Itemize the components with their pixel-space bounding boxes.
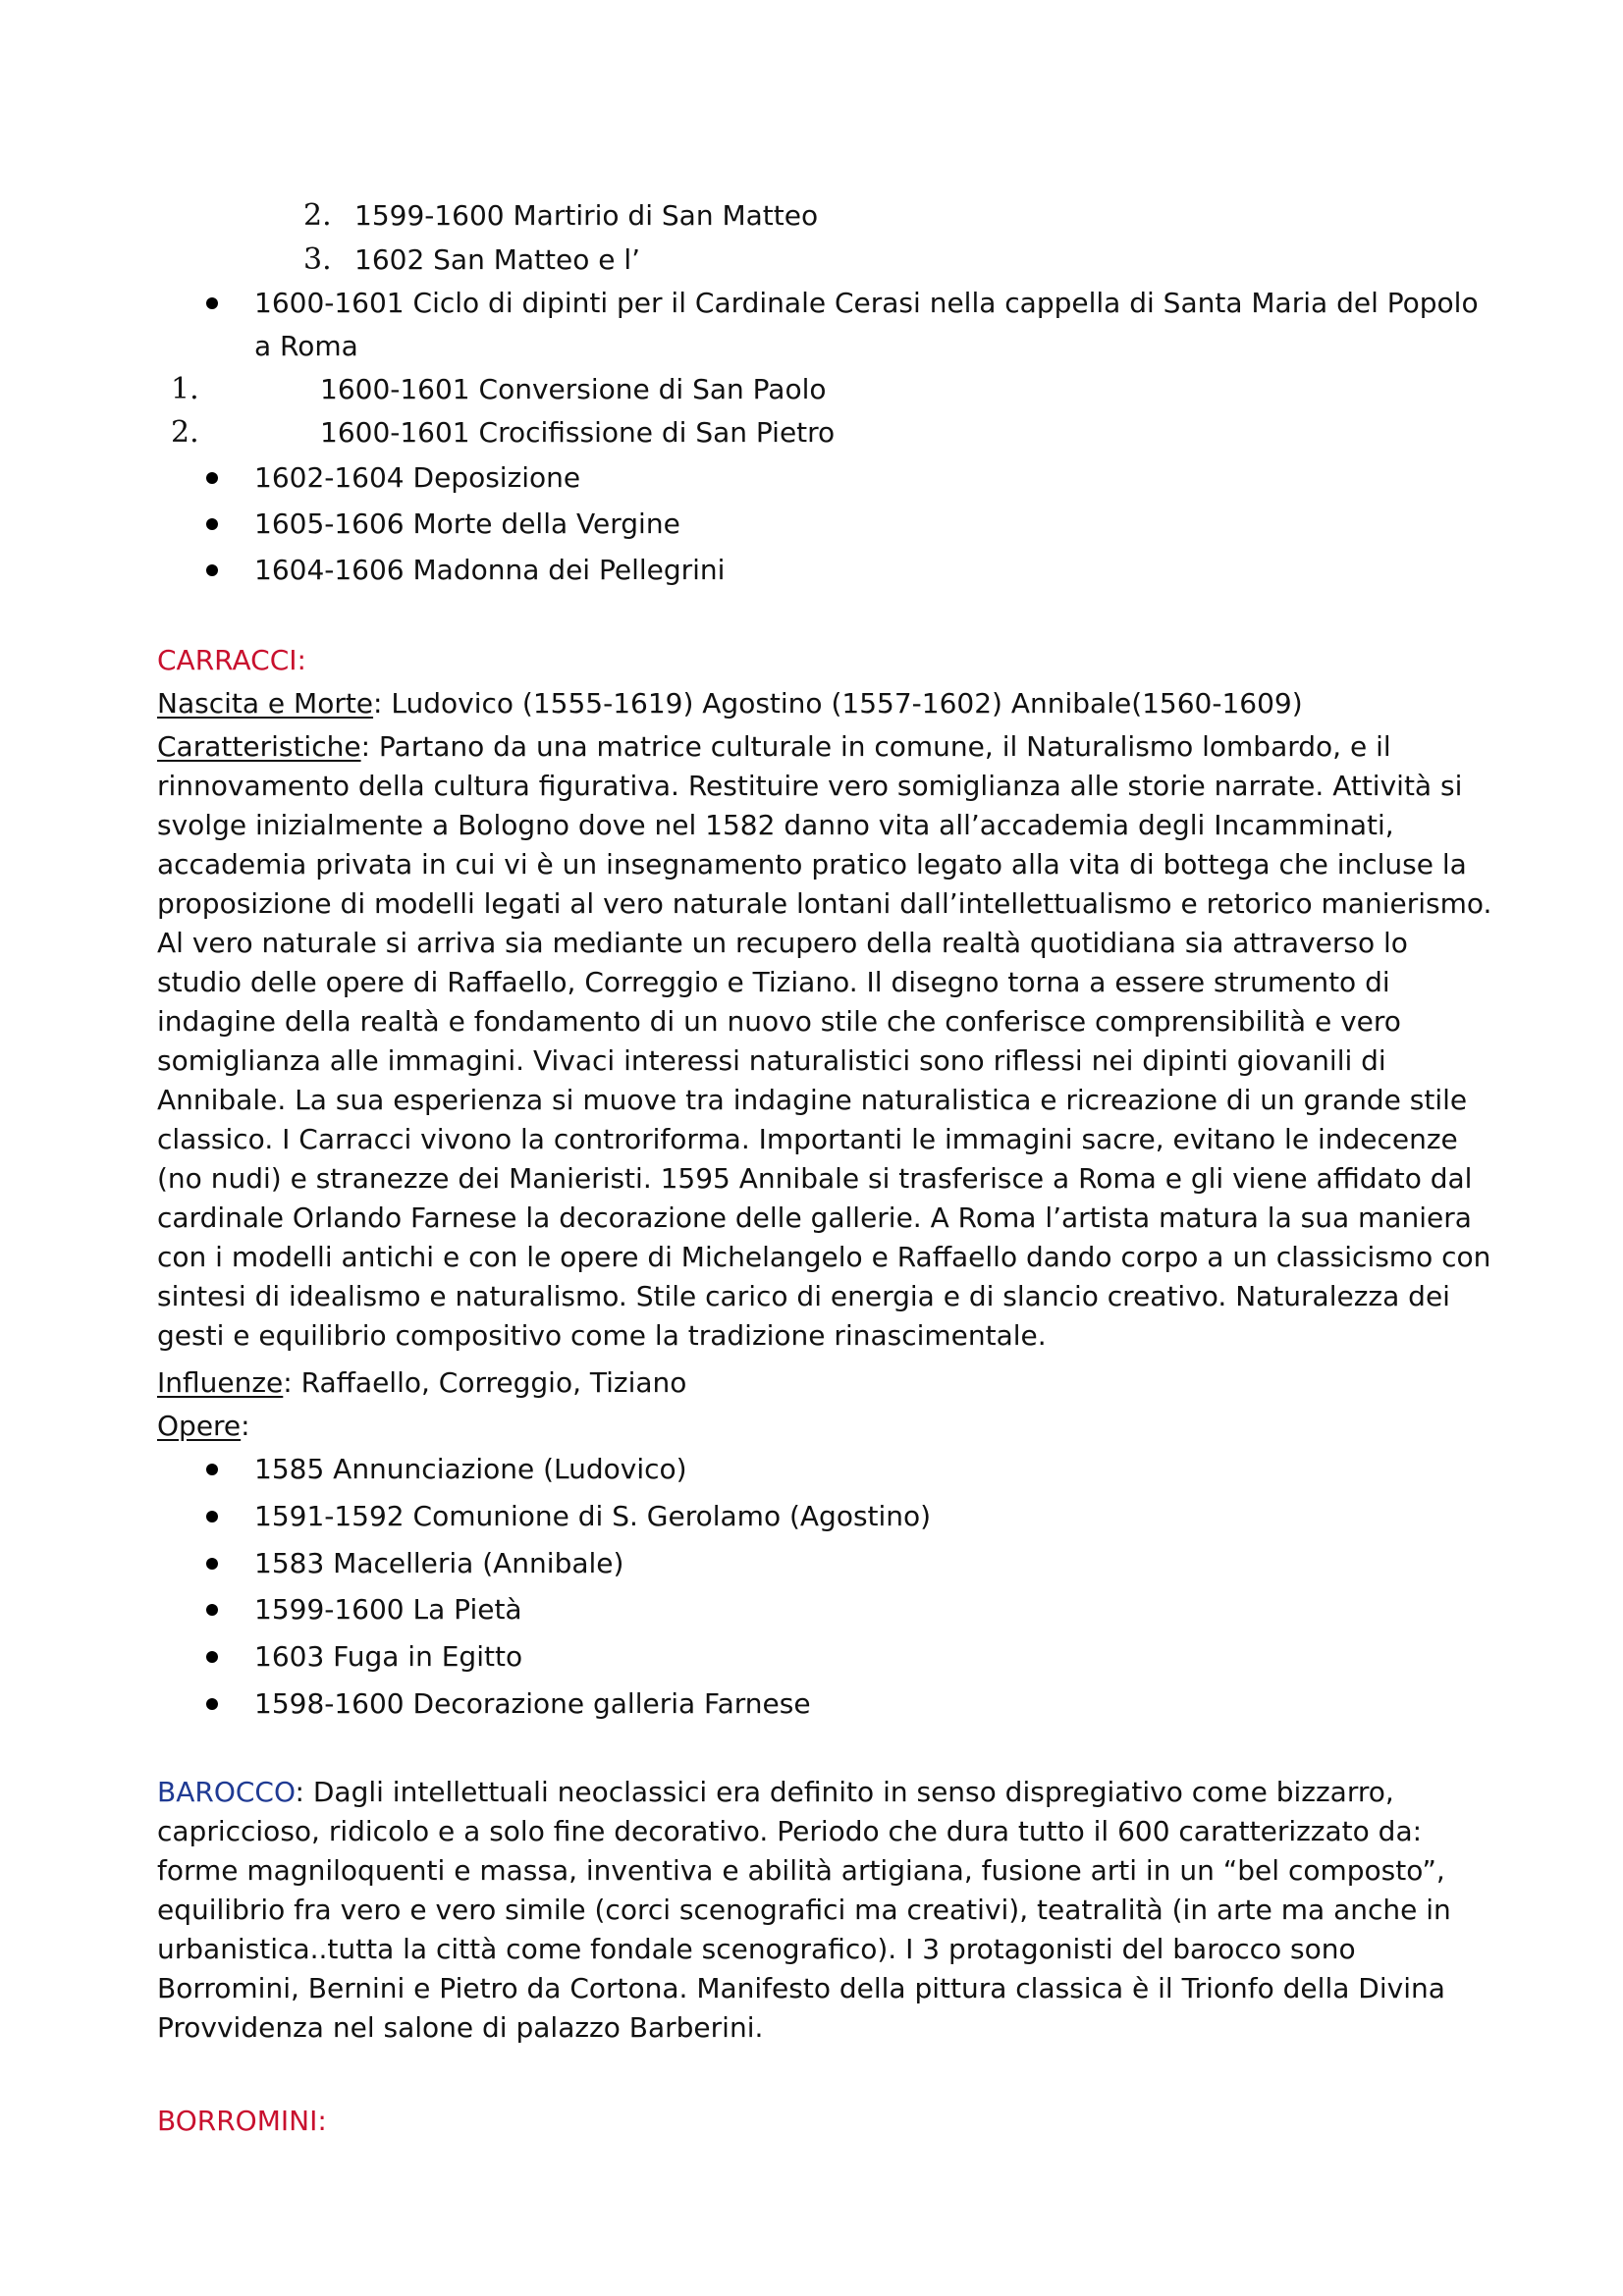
list-item: 1583 Macelleria (Annibale) — [254, 1547, 624, 1579]
bullet-icon — [206, 1464, 218, 1475]
influenze-text: : Raffaello, Correggio, Tiziano — [283, 1366, 687, 1399]
list-number: 1. — [171, 372, 199, 406]
list-number: 3. — [303, 242, 332, 277]
bullet-icon — [206, 1558, 218, 1570]
nascita-line — [157, 684, 1303, 723]
section-heading-borromini: BORROMINI: — [157, 2105, 327, 2137]
list-item: 1602 San Matteo e l’ — [354, 243, 641, 276]
bullet-icon — [206, 1604, 218, 1616]
nascita-label: Nascita e Morte — [157, 687, 374, 720]
list-item: 1604-1606 Madonna dei Pellegrini — [254, 554, 726, 586]
caratteristiche-text: : Partano da una matrice culturale in comune, il Naturalismo lombardo, e il rinnovamento della cultura figurativa. Restituire vero somiglianza alle storie narrate. Attività si svolge inizialmente a Bologno dove nel 1582 danno vita all’accademia degli Incamminati, accademia privata in cui vi è un insegnamento pratico legato alla vita di bottega che incluse la proposizione di modelli legati al vero naturale lontani dall’intellettualismo e retorico manierismo. Al vero naturale si arriva sia mediante un recupero della realtà quotidiana sia attraverso lo studio delle opere di Raffaello, Correggio e Tiziano. Il disegno torna a essere strumento di indagine della realtà e fondamento di un nuovo stile che conferisce comprensibilità e vero somiglianza alle immagini. Vivaci interessi naturalistici sono riflessi nei dipinti giovanili di Annibale. La sua esperienza si muove tra indagine naturalistica e ricreazione di un grande stile classico. I Carracci vivono la controriforma. Importanti le immagini sacre, evitano le indecenze (no nudi) e stranezze dei Manieristi. 1595 Annibale si trasferisce a Roma e gli viene affidato dal cardinale Orlando Farnese la decorazione delle gallerie. A Roma l’artista matura la sua maniera con i modelli antichi e con le opere di Michelangelo e Raffaello dando corpo a un classicismo con sintesi di idealismo e naturalismo. Stile carico di energia e di slancio creativo. Naturalezza dei gesti e equilibrio compositivo come la tradizione rinascimentale. — [157, 730, 1492, 1352]
list-number: 2. — [303, 198, 332, 233]
list-item: 1598-1600 Decorazione galleria Farnese — [254, 1687, 811, 1720]
list-item: 1603 Fuga in Egitto — [254, 1640, 523, 1673]
bullet-icon — [206, 472, 218, 484]
influenze-line — [157, 1363, 686, 1403]
opere-label: Opere — [157, 1410, 242, 1442]
caratteristiche-label: Caratteristiche — [157, 730, 361, 763]
bullet-icon — [206, 518, 218, 530]
nascita-text: : Ludovico (1555-1619) Agostino (1557-1602) Annibale(1560-1609) — [373, 687, 1303, 720]
list-item: 1600-1601 Conversione di San Paolo — [320, 373, 827, 405]
list-item: 1602-1604 Deposizione — [254, 461, 581, 494]
list-item: 1600-1601 Crocifissione di San Pietro — [320, 416, 836, 449]
list-item: 1600-1601 Ciclo di dipinti per il Cardinale Cerasi nella cappella di Santa Maria del Popolo — [254, 287, 1479, 319]
opere-colon: : — [241, 1410, 250, 1442]
influenze-label: Influenze — [157, 1366, 284, 1399]
list-item: 1585 Annunciazione (Ludovico) — [254, 1453, 687, 1485]
list-item: 1599-1600 La Pietà — [254, 1593, 522, 1626]
barocco-paragraph — [157, 1773, 1492, 2048]
bullet-icon — [206, 564, 218, 576]
opere-line — [157, 1407, 250, 1446]
bullet-icon — [206, 1651, 218, 1663]
bullet-icon — [206, 297, 218, 309]
list-item-continuation: a Roma — [254, 330, 358, 362]
list-number: 2. — [171, 415, 199, 450]
bullet-icon — [206, 1511, 218, 1522]
list-item: 1605-1606 Morte della Vergine — [254, 507, 680, 540]
list-item: 1599-1600 Martirio di San Matteo — [354, 199, 819, 232]
barocco-text: : Dagli intellettuali neoclassici era definito in senso dispregiativo come bizzarro, capriccioso, ridicolo e a solo fine decorativo. Periodo che dura tutto il 600 caratterizzato da: forme magniloquenti e massa, inventiva e abilità artigiana, fusione arti in un “bel composto”, equilibrio fra vero e vero simile (corci scenografici ma creativi), teatralità (in arte ma anche in urbanistica..tutta la città come fondale scenografico). I 3 protagonisti del barocco sono Borromini, Bernini e Pietro da Cortona. Manifesto della pittura classica è il Trionfo della Divina Provvidenza nel salone di palazzo Barberini. — [157, 1776, 1451, 2044]
list-item: 1591-1592 Comunione di S. Gerolamo (Agostino) — [254, 1500, 932, 1532]
caratteristiche-paragraph — [157, 727, 1492, 1356]
section-heading-barocco: BAROCCO — [157, 1776, 296, 1808]
section-heading-carracci: CARRACCI: — [157, 644, 306, 676]
bullet-icon — [206, 1698, 218, 1710]
